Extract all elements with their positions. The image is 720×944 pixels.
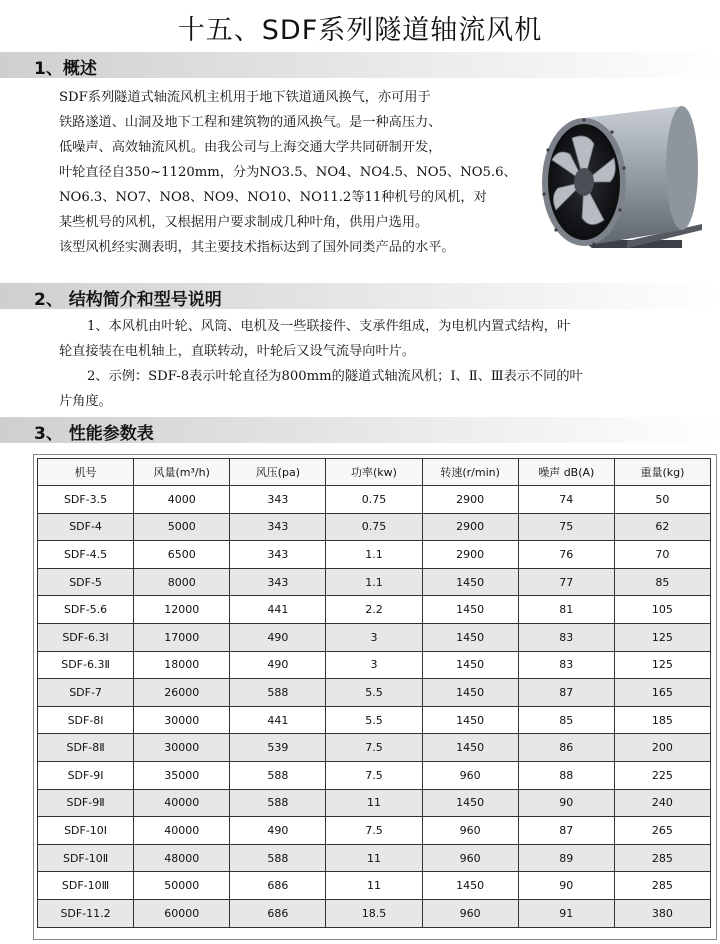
- cell-weight: 240: [614, 789, 710, 817]
- section-1-line: 该型风机经实测表明，其主要技术指标达到了国外同类产品的水平。: [59, 240, 455, 255]
- cell-weight: 125: [614, 623, 710, 651]
- section-2-title: 2、 结构简介和型号说明: [34, 290, 222, 310]
- cell-airflow: 35000: [134, 761, 230, 789]
- cell-speed: 1450: [422, 623, 518, 651]
- cell-weight: 62: [614, 513, 710, 541]
- section-2-line: 轮直接装在电机轴上，直联转动，叶轮后又设气流导向叶片。: [59, 344, 416, 359]
- cell-noise: 81: [518, 596, 614, 624]
- cell-pressure: 343: [230, 486, 326, 514]
- cell-airflow: 18000: [134, 651, 230, 679]
- cell-weight: 85: [614, 568, 710, 596]
- section-2-line: 1、本风机由叶轮、风筒、电机及一些联接件、支承件组成，为电机内置式结构，叶: [87, 319, 571, 334]
- cell-airflow: 17000: [134, 623, 230, 651]
- table-row: [38, 541, 711, 569]
- cell-power: 18.5: [326, 899, 422, 927]
- table-row: [38, 679, 711, 707]
- cell-pressure: 686: [230, 872, 326, 900]
- cell-airflow: 5000: [134, 513, 230, 541]
- cell-noise: 77: [518, 568, 614, 596]
- cell-pressure: 490: [230, 651, 326, 679]
- cell-pressure: 588: [230, 761, 326, 789]
- cell-airflow: 30000: [134, 706, 230, 734]
- cell-weight: 165: [614, 679, 710, 707]
- table-row: [38, 623, 711, 651]
- cell-model: SDF-11.2: [38, 899, 134, 927]
- cell-pressure: 343: [230, 513, 326, 541]
- cell-power: 3: [326, 651, 422, 679]
- table-row: [38, 844, 711, 872]
- cell-power: 0.75: [326, 486, 422, 514]
- page-title: 十五、SDF系列隧道轴流风机: [177, 15, 543, 46]
- section-3-title: 3、 性能参数表: [34, 424, 154, 444]
- cell-weight: 265: [614, 817, 710, 845]
- section-1-line: 某些机号的风机，又根据用户要求制成几种叶角，供用户选用。: [59, 215, 429, 230]
- cell-weight: 285: [614, 844, 710, 872]
- cell-model: SDF-9Ⅱ: [38, 789, 134, 817]
- table-row: [38, 817, 711, 845]
- cell-speed: 2900: [422, 486, 518, 514]
- cell-noise: 74: [518, 486, 614, 514]
- header-weight: 重量(kg): [614, 459, 710, 486]
- cell-weight: 70: [614, 541, 710, 569]
- cell-pressure: 588: [230, 789, 326, 817]
- cell-airflow: 6500: [134, 541, 230, 569]
- header-speed: 转速(r/min): [422, 459, 518, 486]
- table-row: [38, 568, 711, 596]
- cell-model: SDF-9Ⅰ: [38, 761, 134, 789]
- cell-pressure: 588: [230, 844, 326, 872]
- cell-power: 11: [326, 844, 422, 872]
- cell-speed: 1450: [422, 651, 518, 679]
- cell-speed: 960: [422, 817, 518, 845]
- header-airflow: 风量(m³/h): [134, 459, 230, 486]
- cell-weight: 285: [614, 872, 710, 900]
- cell-pressure: 490: [230, 817, 326, 845]
- cell-pressure: 441: [230, 706, 326, 734]
- section-2-header: [0, 283, 720, 309]
- cell-airflow: 40000: [134, 817, 230, 845]
- cell-weight: 50: [614, 486, 710, 514]
- cell-weight: 105: [614, 596, 710, 624]
- cell-speed: 2900: [422, 541, 518, 569]
- cell-model: SDF-5.6: [38, 596, 134, 624]
- table-row: [38, 761, 711, 789]
- table-row: [38, 486, 711, 514]
- table-row: [38, 899, 711, 927]
- cell-airflow: 40000: [134, 789, 230, 817]
- cell-power: 7.5: [326, 817, 422, 845]
- cell-noise: 83: [518, 623, 614, 651]
- cell-noise: 83: [518, 651, 614, 679]
- cell-pressure: 539: [230, 734, 326, 762]
- cell-power: 5.5: [326, 679, 422, 707]
- cell-airflow: 50000: [134, 872, 230, 900]
- cell-noise: 76: [518, 541, 614, 569]
- cell-pressure: 441: [230, 596, 326, 624]
- table-row: [38, 651, 711, 679]
- cell-power: 1.1: [326, 568, 422, 596]
- cell-power: 1.1: [326, 541, 422, 569]
- table-header-row: [38, 459, 711, 486]
- cell-pressure: 686: [230, 899, 326, 927]
- table-row: [38, 513, 711, 541]
- table-body: [38, 486, 711, 928]
- cell-speed: 1450: [422, 872, 518, 900]
- cell-power: 7.5: [326, 761, 422, 789]
- cell-pressure: 343: [230, 568, 326, 596]
- section-2-line: 片角度。: [59, 394, 112, 409]
- cell-model: SDF-3.5: [38, 486, 134, 514]
- table-row: [38, 734, 711, 762]
- section-1-line: 铁路遂道、山洞及地下工程和建筑物的通风换气。是一种高压力、: [59, 115, 442, 130]
- cell-speed: 1450: [422, 789, 518, 817]
- cell-pressure: 588: [230, 679, 326, 707]
- table-row: [38, 596, 711, 624]
- cell-speed: 1450: [422, 679, 518, 707]
- header-pressure: 风压(pa): [230, 459, 326, 486]
- cell-noise: 90: [518, 872, 614, 900]
- cell-power: 3: [326, 623, 422, 651]
- section-1-line: 低噪声、高效轴流风机。由我公司与上海交通大学共同研制开发，: [59, 140, 442, 155]
- cell-pressure: 490: [230, 623, 326, 651]
- cell-model: SDF-5: [38, 568, 134, 596]
- cell-airflow: 8000: [134, 568, 230, 596]
- cell-power: 2.2: [326, 596, 422, 624]
- section-1-title: 1、概述: [34, 59, 97, 79]
- cell-power: 5.5: [326, 706, 422, 734]
- cell-model: SDF-6.3Ⅰ: [38, 623, 134, 651]
- cell-model: SDF-4: [38, 513, 134, 541]
- cell-model: SDF-8Ⅰ: [38, 706, 134, 734]
- cell-power: 11: [326, 872, 422, 900]
- cell-airflow: 30000: [134, 734, 230, 762]
- cell-noise: 91: [518, 899, 614, 927]
- cell-noise: 87: [518, 817, 614, 845]
- cell-model: SDF-6.3Ⅱ: [38, 651, 134, 679]
- cell-model: SDF-4.5: [38, 541, 134, 569]
- cell-weight: 380: [614, 899, 710, 927]
- header-model: 机号: [38, 459, 134, 486]
- cell-speed: 1450: [422, 596, 518, 624]
- section-1-line: NO6.3、NO7、NO8、NO9、NO10、NO11.2等11种机号的风机，对: [59, 190, 487, 205]
- cell-model: SDF-7: [38, 679, 134, 707]
- section-2-text: [59, 314, 583, 414]
- section-1-line: 叶轮直径自350~1120mm，分为NO3.5、NO4、NO4.5、NO5、NO5.6、: [59, 165, 517, 180]
- cell-weight: 125: [614, 651, 710, 679]
- cell-weight: 185: [614, 706, 710, 734]
- cell-airflow: 60000: [134, 899, 230, 927]
- cell-pressure: 343: [230, 541, 326, 569]
- cell-weight: 225: [614, 761, 710, 789]
- cell-noise: 86: [518, 734, 614, 762]
- cell-noise: 88: [518, 761, 614, 789]
- cell-noise: 90: [518, 789, 614, 817]
- cell-noise: 85: [518, 706, 614, 734]
- section-1-text: [59, 85, 517, 260]
- cell-model: SDF-10Ⅱ: [38, 844, 134, 872]
- cell-weight: 200: [614, 734, 710, 762]
- cell-noise: 89: [518, 844, 614, 872]
- axial-fan-image: [532, 98, 712, 258]
- cell-power: 7.5: [326, 734, 422, 762]
- table-row: [38, 872, 711, 900]
- section-2-line: 2、示例：SDF-8表示叶轮直径为800mm的隧道式轴流风机；Ⅰ、Ⅱ、Ⅲ表示不同的叶: [87, 369, 583, 384]
- section-3-header: [0, 417, 720, 443]
- table-row: [38, 706, 711, 734]
- table-row: [38, 789, 711, 817]
- cell-model: SDF-8Ⅱ: [38, 734, 134, 762]
- cell-airflow: 48000: [134, 844, 230, 872]
- cell-power: 0.75: [326, 513, 422, 541]
- header-noise: 噪声 dB(A): [518, 459, 614, 486]
- cell-airflow: 12000: [134, 596, 230, 624]
- section-1-line: SDF系列隧道式轴流风机主机用于地下铁道通风换气，亦可用于: [59, 90, 431, 105]
- cell-speed: 1450: [422, 706, 518, 734]
- cell-speed: 2900: [422, 513, 518, 541]
- cell-model: SDF-10Ⅰ: [38, 817, 134, 845]
- section-1-header: [0, 52, 720, 78]
- cell-noise: 75: [518, 513, 614, 541]
- cell-noise: 87: [518, 679, 614, 707]
- cell-speed: 960: [422, 899, 518, 927]
- cell-speed: 960: [422, 761, 518, 789]
- cell-speed: 1450: [422, 568, 518, 596]
- cell-airflow: 26000: [134, 679, 230, 707]
- cell-power: 11: [326, 789, 422, 817]
- cell-airflow: 4000: [134, 486, 230, 514]
- cell-speed: 960: [422, 844, 518, 872]
- cell-model: SDF-10Ⅲ: [38, 872, 134, 900]
- header-power: 功率(kw): [326, 459, 422, 486]
- cell-speed: 1450: [422, 734, 518, 762]
- performance-table: [37, 458, 711, 928]
